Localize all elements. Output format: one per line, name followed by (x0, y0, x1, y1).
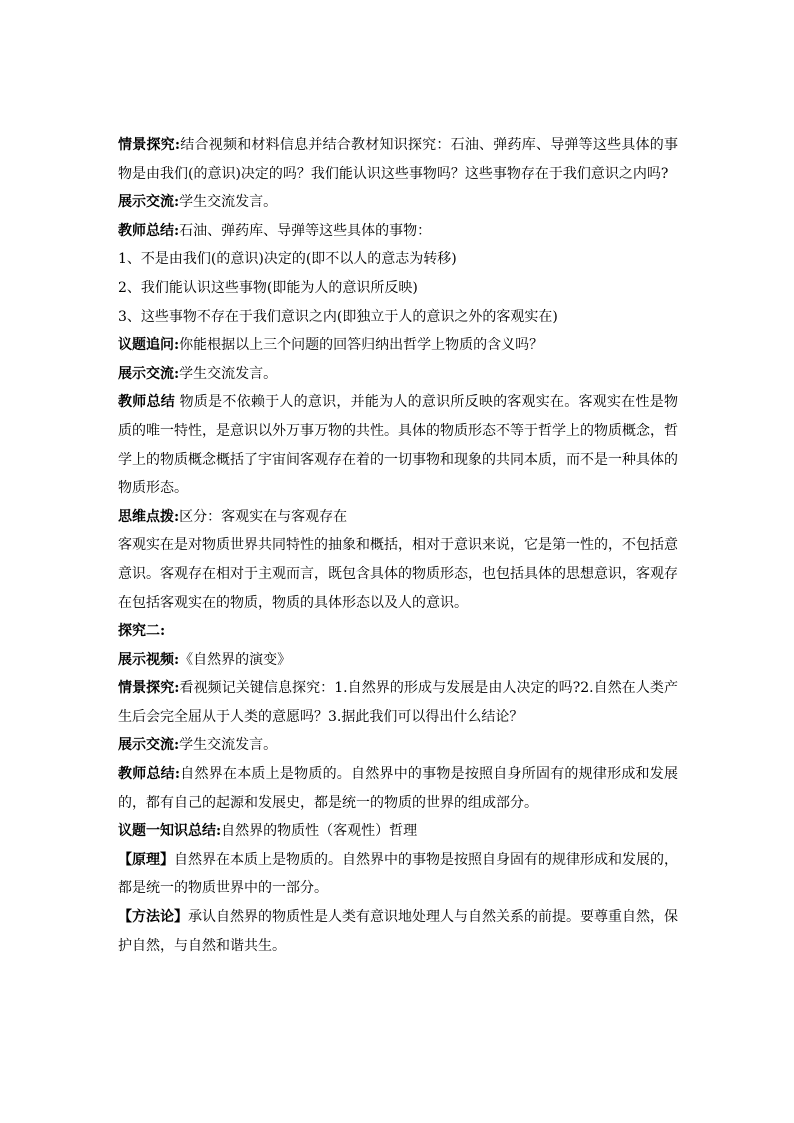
label-scene-inquiry: 情景探究: (118, 137, 181, 153)
paragraph-text: 区分：客观实在与客观存在 (179, 508, 348, 525)
paragraph-display-exchange-2 (118, 360, 678, 389)
paragraph-text: 结合视频和材料信息并结合教材知识探究：石油、弹药库、导弹等这些具体的事物是由我们(的意识)决定的吗？我们能认识这些事物吗？这些事物存在于我们意识之内吗? (118, 137, 678, 182)
paragraph-display-exchange-3 (118, 731, 678, 760)
paragraph-text: 3、这些事物不存在于我们意识之内(即独立于人的意识之外的客观实在) (118, 308, 558, 325)
paragraph-text: 自然界的物质性（客观性）哲理 (221, 823, 418, 840)
label-thinking-tip: 思维点拨: (118, 508, 180, 525)
paragraph-principle (118, 846, 678, 903)
paragraph-topic-question (118, 331, 678, 360)
list-item-3 (118, 303, 678, 332)
label-inquiry-two: 探究二: (118, 623, 166, 640)
paragraph-thinking-tip (118, 503, 678, 532)
paragraph-text: 石油、弹药库、导弹等这些具体的事物： (179, 222, 432, 239)
paragraph-text: 物质是不依赖于人的意识，并能为人的意识所反映的客观实在。客观实在性是物质的唯一特性，是意识以外万事万物的共性。具体的物质形态不等于哲学上的物质概念，哲学上的物质概念概括了宇宙间客观存在着的一切事物和现象的共同本质，而不是一种具体的物质形态。 (118, 394, 679, 497)
paragraph-text: 《自然界的演变》 (179, 651, 292, 668)
label-teacher-summary: 教师总结 (118, 394, 175, 411)
paragraph-scene-inquiry-1 (118, 131, 678, 188)
label-display-exchange: 展示交流: (118, 194, 180, 211)
label-teacher-summary: 教师总结: (118, 766, 181, 783)
paragraph-show-video (118, 646, 678, 675)
label-topic-question: 议题追问: (118, 337, 180, 354)
document-page (118, 131, 678, 960)
paragraph-text: 学生交流发言。 (179, 365, 278, 382)
paragraph-teacher-summary-1 (118, 217, 678, 246)
paragraph-teacher-summary-3 (118, 760, 678, 817)
label-scene-inquiry: 情景探究: (118, 680, 180, 697)
list-item-1 (118, 245, 678, 274)
label-show-video: 展示视频: (118, 651, 180, 668)
label-display-exchange: 展示交流: (118, 737, 180, 754)
paragraph-text: 1、不是由我们(的意识)决定的(即不以人的意志为转移) (118, 251, 457, 268)
paragraph-text: 学生交流发言。 (179, 737, 278, 754)
paragraph-inquiry-two (118, 617, 678, 646)
paragraph-methodology (118, 903, 678, 960)
paragraph-scene-inquiry-2 (118, 674, 678, 731)
paragraph-objective-reality (118, 531, 678, 617)
paragraph-text: 看视频记关键信息探究：1.自然界的形成与发展是由人决定的吗?2.自然在人类产生后会完全屈从于人类的意愿吗？3.据此我们可以得出什么结论？ (118, 680, 678, 725)
paragraph-text: 学生交流发言。 (179, 194, 278, 211)
paragraph-text: 2、我们能认识这些事物(即能为人的意识所反映) (118, 279, 418, 296)
label-knowledge-summary: 议题一知识总结: (118, 823, 222, 840)
paragraph-text: 客观实在是对物质世界共同特性的抽象和概括，相对于意识来说，它是第一性的，不包括意意识。客观存在相对于主观而言，既包含具体的物质形态，也包括具体的思想意识，客观存在包括客观实在的物质，物质的具体形态以及人的意识。 (118, 537, 678, 611)
paragraph-text: 自然界在本质上是物质的。自然界中的事物是按照自身所固有的规律形成和发展的，都有自己的起源和发展史，都是统一的物质的世界的组成部分。 (118, 766, 678, 811)
paragraph-knowledge-summary (118, 817, 678, 846)
paragraph-display-exchange-1 (118, 188, 678, 217)
list-item-2 (118, 274, 678, 303)
paragraph-text: 你能根据以上三个问题的回答归纳出哲学上物质的含义吗？ (179, 337, 544, 354)
paragraph-text: 承认自然界的物质性是人类有意识地处理人与自然关系的前提。要尊重自然，保护自然，与自然和谐共生。 (118, 909, 678, 954)
paragraph-teacher-summary-2 (118, 388, 678, 502)
label-principle: 【原理】 (118, 851, 174, 868)
label-display-exchange: 展示交流: (118, 365, 180, 382)
paragraph-text: 自然界在本质上是物质的。自然界中的事物是按照自身固有的规律形成和发展的，都是统一的物质世界中的一部分。 (118, 851, 678, 897)
label-methodology: 【方法论】 (118, 909, 188, 926)
label-teacher-summary: 教师总结: (118, 222, 180, 239)
